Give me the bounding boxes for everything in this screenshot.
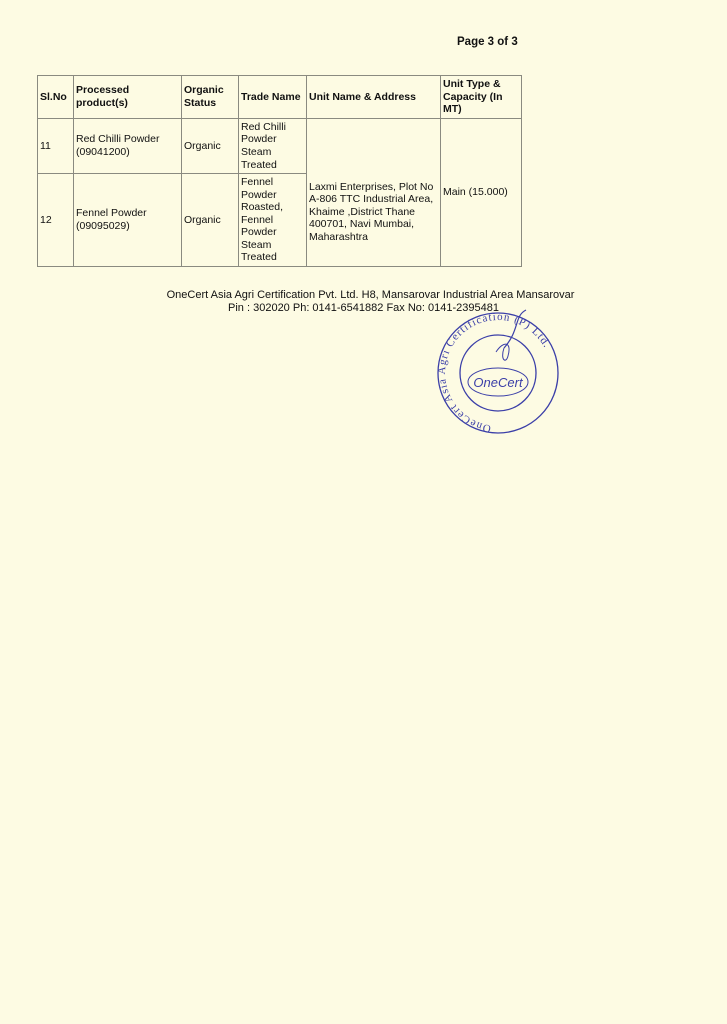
cell-sl-no: 11 xyxy=(38,119,74,174)
footer-line-1: OneCert Asia Agri Certification Pvt. Ltd. H8, Mansarovar Industrial Area Mansarovar xyxy=(166,289,575,301)
footer-address xyxy=(0,289,727,315)
cell-trade-name: Fennel Powder Roasted, Fennel Powder Steam Treated xyxy=(239,174,307,267)
table-header-row xyxy=(38,76,522,119)
cell-sl-no: 12 xyxy=(38,174,74,267)
cell-product: Fennel Powder (09095029) xyxy=(74,174,182,267)
page-number: Page 3 of 3 xyxy=(457,36,518,48)
svg-text:OneCert Asia Agri Certificatio: OneCert Asia Agri Certification (P) Ltd. xyxy=(435,310,553,435)
table-row xyxy=(38,119,522,174)
onecert-seal-stamp xyxy=(434,308,562,440)
cell-unit-type: Main (15.000) xyxy=(441,119,522,267)
svg-text:OneCert: OneCert xyxy=(473,375,523,390)
certificate-products-table xyxy=(37,75,522,267)
header-organic-status: Organic Status xyxy=(182,76,239,119)
header-unit-name-address: Unit Name & Address xyxy=(307,76,441,119)
seal-icon xyxy=(434,308,562,440)
header-sl-no: Sl.No xyxy=(38,76,74,119)
cell-product: Red Chilli Powder (09041200) xyxy=(74,119,182,174)
header-processed-products: Processed product(s) xyxy=(74,76,182,119)
cell-organic-status: Organic xyxy=(182,174,239,267)
header-unit-type-capacity: Unit Type & Capacity (In MT) xyxy=(441,76,522,119)
cell-organic-status: Organic xyxy=(182,119,239,174)
cell-trade-name: Red Chilli Powder Steam Treated xyxy=(239,119,307,174)
cell-unit-address: Laxmi Enterprises, Plot No A-806 TTC Industrial Area, Khaime ,District Thane 400701, Navi Mumbai, Maharashtra xyxy=(307,119,441,267)
header-trade-name: Trade Name xyxy=(239,76,307,119)
footer-line-2: Pin : 302020 Ph: 0141-6541882 Fax No: 0141-2395481 xyxy=(228,302,499,314)
